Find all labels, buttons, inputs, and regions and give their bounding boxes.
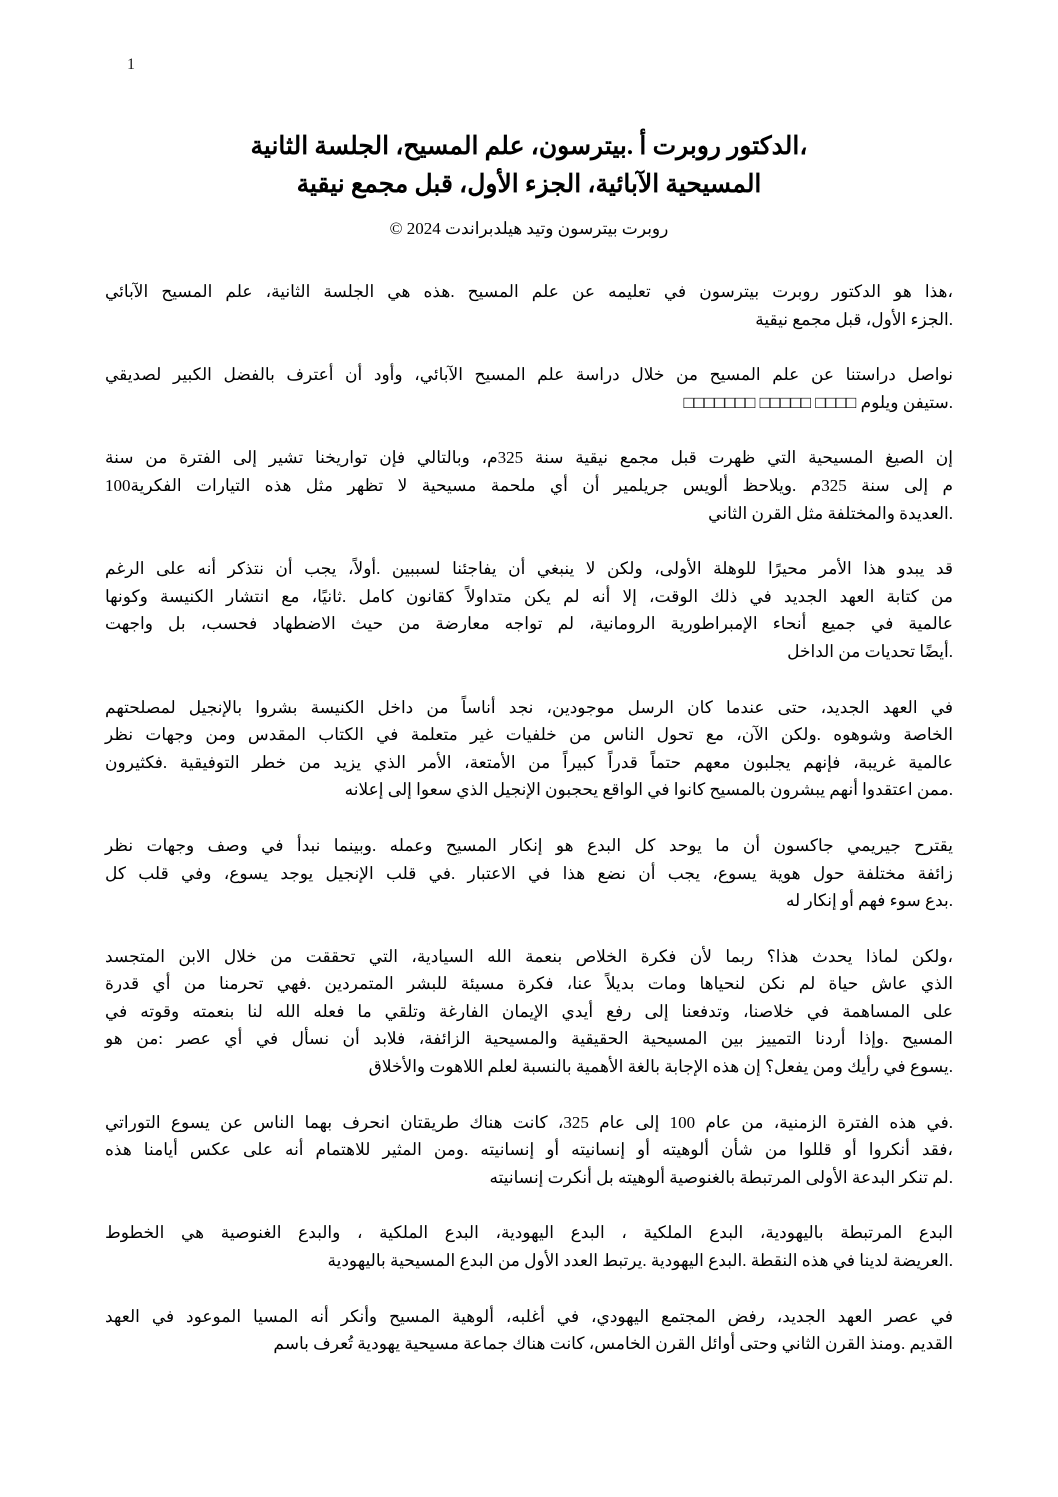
paragraph-line: ،فقد أنكروا أو قللوا من شأن ألوهيته أو إنسانيته أو إنسانيته .ومن المثير للاهتمام أنه على عكس أيامنا هذه <box>105 1140 953 1160</box>
paragraph-line: .ممن اعتقدوا أنهم يبشرون بالمسيح كانوا في الواقع يحجبون الإنجيل الذي سعوا إلى إعلانه <box>344 780 953 800</box>
byline: روبرت بيترسون وتيد هيلدبراندت 2024 © <box>389 219 669 238</box>
paragraph-10 <box>105 1303 953 1358</box>
paragraph-9 <box>105 1219 953 1274</box>
paragraph-line: .الجزء الأول، قبل مجمع نيقية <box>755 309 953 329</box>
paragraph-line-missing-glyphs: .ستيفن ويلوم □□□□ □□□□□ □□□□□□□ <box>683 392 953 412</box>
paragraph-5 <box>105 694 953 804</box>
paragraph-line: ،هذا هو الدكتور روبرت بيترسون في تعليمه عن علم المسيح .هذه هي الجلسة الثانية، علم المسيح الآبائي <box>105 282 953 301</box>
paragraph-line: إن الصيغ المسيحية التي ظهرت قبل مجمع نيقية سنة 325م، وبالتالي فإن تواريخنا تشير إلى الفترة من سنة <box>105 448 953 468</box>
paragraph-1 <box>105 278 953 333</box>
paragraph-line: .العريضة لدينا في هذه النقطة .البدع اليهودية .يرتبط العدد الأول من البدع المسيحية باليهودية <box>327 1251 953 1271</box>
paragraph-line: في عصر العهد الجديد، رفض المجتمع اليهودي، في أغلبه، ألوهية المسيح وأنكر أنه المسيا الموعود في العهد <box>105 1306 953 1326</box>
paragraph-line: .يسوع في رأيك ومن يفعل؟ إن هذه الإجابة بالغة الأهمية بالنسبة لعلم اللاهوت والأخلاق <box>368 1057 953 1077</box>
paragraph-line: .بدع سوء فهم أو إنكار له <box>785 891 953 911</box>
paragraph-line: في العهد الجديد، حتى عندما كان الرسل موجودين، نجد أناساً من داخل الكنيسة بشروا بالإنجيل لمصلحتهم <box>105 697 953 717</box>
document-header <box>0 0 1058 242</box>
document-body <box>0 278 1058 1358</box>
paragraph-line: البدع المرتبطة باليهودية، البدع الملكية ، البدع اليهودية، البدع الملكية ، والبدع الغنوصية هي الخطوط <box>105 1223 953 1243</box>
paragraph-line: المسيح .وإذا أردنا التمييز بين المسيحية الحقيقية والمسيحية الزائفة، فلابد أن نسأل في أي عصر :من هو <box>105 1029 953 1049</box>
paragraph-line: نواصل دراستنا عن علم المسيح من خلال دراسة علم المسيح الآبائي، وأود أن أعترف بالفضل الكبير لصديقي <box>105 365 953 385</box>
document-title-line-2: المسيحية الآبائية، الجزء الأول، قبل مجمع نيقية <box>296 171 762 198</box>
paragraph-8 <box>105 1109 953 1192</box>
paragraph-line: .أيضًا تحديات من الداخل <box>787 641 953 661</box>
paragraph-3 <box>105 444 953 527</box>
paragraph-line: زائفة مختلفة حول هوية يسوع، يجب أن نضع هذا في الاعتبار .في قلب الإنجيل يوجد يسوع، وفي قلب كل <box>105 863 953 883</box>
paragraph-line: يقترح جيريمي جاكسون أن ما يوحد كل البدع هو إنكار المسيح وعمله .وبينما نبدأ في وصف وجهات نظر <box>105 835 953 855</box>
paragraph-line: .لم تنكر البدعة الأولى المرتبطة بالغنوصية ألوهيته بل أنكرت إنسانيته <box>489 1167 953 1187</box>
paragraph-line: ،ولكن لماذا يحدث هذا؟ ربما لأن فكرة الخلاص بنعمة الله السيادية، التي تحققت من خلال الابن المتجسد <box>105 946 953 966</box>
paragraph-line: عالمية في جميع أنحاء الإمبراطورية الرومانية، لم تواجه معارضة من حيث الاضطهاد فحسب، بل واجهت <box>105 614 953 634</box>
paragraph-line: قد يبدو هذا الأمر محيرًا للوهلة الأولى، ولكن لا ينبغي أن يفاجئنا لسببين .أولاً، يجب أن نتذكر أنه على الرغم <box>105 559 953 579</box>
paragraph-line: القديم .ومنذ القرن الثاني وحتى أوائل القرن الخامس، كانت هناك جماعة مسيحية يهودية تُعرف باسم <box>273 1334 953 1354</box>
paragraph-line: على المساهمة في خلاصنا، وتدفعنا إلى رفع أيدي الإيمان الفارغة وتلقي ما فعله الله لنا بنعمته وقوته في <box>105 1001 953 1021</box>
paragraph-line: الذي عاش حياة لم نكن لنحياها ومات بديلاً عنا، فكرة مسيئة للبشر المتمردين .فهي تحرمنا من أي قدرة <box>105 974 953 994</box>
document-title-line-1: ،الدكتور روبرت أ .بيترسون، علم المسيح، الجلسة الثانية <box>250 133 808 160</box>
paragraph-line: م إلى سنة 325م .ويلاحظ ألويس جريلمير أن أي ملحمة مسيحية لا تظهر مثل هذه التيارات الفكرية100 <box>105 475 953 495</box>
paragraph-line: .في هذه الفترة الزمنية، من عام 100 إلى عام 325، كانت هناك طريقتان انحرف بهما الناس عن يسوع التوراتي <box>105 1112 954 1132</box>
paragraph-line: الخاصة وشوهوه .ولكن الآن، مع تحول الناس من خلفيات غير متعلمة في الكتاب المقدس ومن وجهات نظر <box>105 725 953 745</box>
paragraph-4 <box>105 555 953 665</box>
page-number: 1 <box>127 56 135 73</box>
paragraph-2 <box>105 361 953 416</box>
paragraph-6 <box>105 832 953 915</box>
paragraph-line: من كتابة العهد الجديد في ذلك الوقت، إلا أنه لم يكن متداولاً كقانون كامل .ثانيًا، مع انتشار الكنيسة وكونها <box>105 586 953 606</box>
paragraph-7 <box>105 943 953 1081</box>
paragraph-line: عالمية غريبة، فإنهم يجلبون معهم حتماً قدراً كبيراً من الأمتعة، الأمر الذي يزيد من خطر التوفيقية .فكثيرون <box>105 752 953 772</box>
paragraph-line: .العديدة والمختلفة مثل القرن الثاني <box>708 503 953 523</box>
